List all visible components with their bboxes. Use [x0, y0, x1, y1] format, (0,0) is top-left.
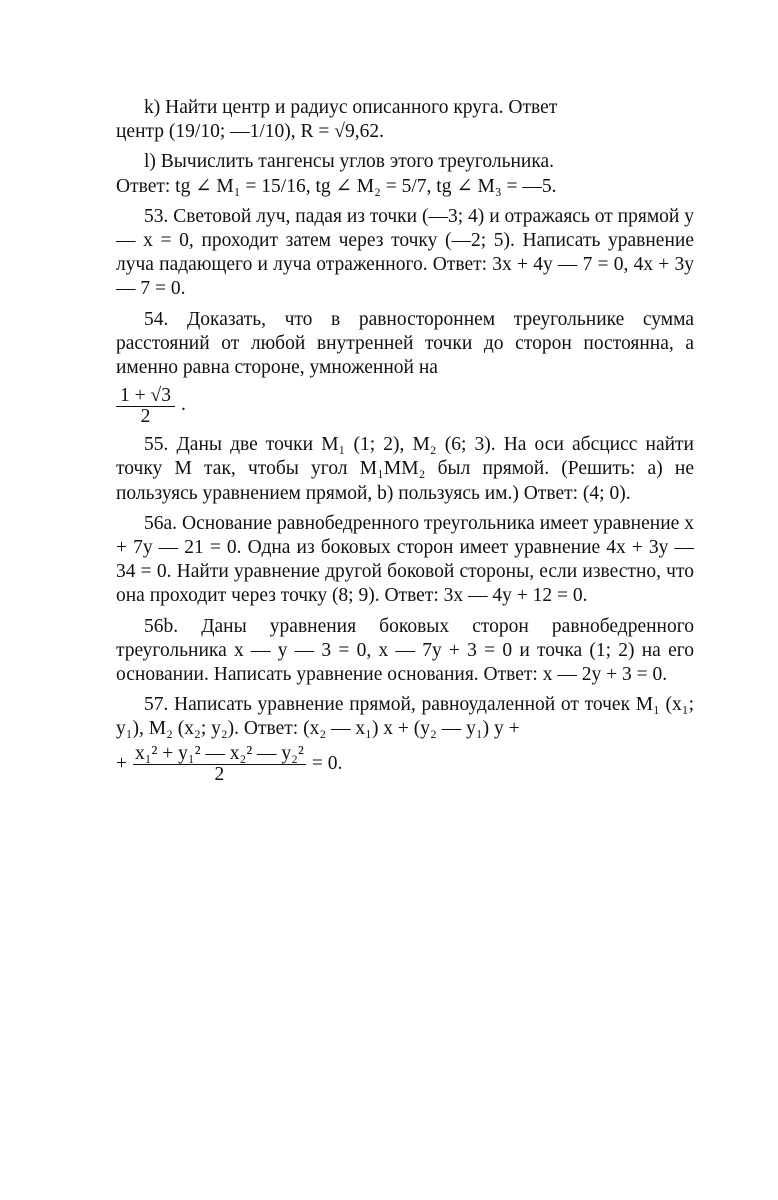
problem-57: 57. Написать уравнение прямой, равноудаленной от точек M₁ (x₁; y₁), M₂ (x₂; y₂). Ответ: (x₂ — x₁) x + (y₂ — y₁) y +	[116, 694, 694, 740]
item-k-line1: k) Найти центр и радиус описанного круга. Ответ	[144, 97, 558, 118]
item-l-line2: Ответ: tg ∠ M₁ = 15/16, tg ∠ M₂ = 5/7, tg ∠ M₃ = —5.	[116, 175, 557, 197]
text-body	[116, 96, 694, 785]
fraction-equals-zero: = 0.	[311, 753, 343, 775]
problem-53: 53. Световой луч, падая из точки (—3; 4) и отражаясь от прямой y — x = 0, проходит затем через точку (—2; 5). Написать уравнение луча падающего и луча отраженного. Ответ: 3x + 4y — 7 = 0, 4x + 3y — 7 = 0.	[116, 205, 694, 300]
fraction-denominator: 2	[140, 406, 151, 428]
problem-57-fraction-row	[116, 744, 694, 785]
problem-55: 55. Даны две точки M₁ (1; 2), M₂ (6; 3). На оси абсцисс найти точку M так, чтобы угол M₁MM₂ был прямой. (Решить: a) не пользуясь уравнением прямой, b) пользуясь им.) Ответ: (4; 0).	[116, 434, 694, 504]
problem-54: 54. Доказать, что в равностороннем треугольнике сумма расстояний от любой внутренней точки до сторон постоянна, а именно равна стороне, умноженной на	[116, 308, 694, 379]
fraction-numerator: 1 + √3	[116, 386, 175, 407]
problem-54-fraction-row	[116, 382, 694, 427]
fraction-period: .	[180, 393, 186, 415]
item-l-line1: l) Вычислить тангенсы углов этого треугольника.	[144, 151, 555, 173]
problem-56a: 56a. Основание равнобедренного треугольника имеет уравнение x + 7y — 21 = 0. Одна из боковых сторон имеет уравнение 4x + 3y — 34 = 0. Найти уравнение другой боковой стороны, если известно, что она проходит через точку (8; 9). Ответ: 3x — 4y + 12 = 0.	[116, 512, 694, 607]
problem-56b: 56b. Даны уравнения боковых сторон равнобедренного треугольника x — y — 3 = 0, x — 7y + 3 = 0 и точка (1; 2) на его основании. Написать уравнение основания. Ответ: x — 2y + 3 = 0.	[116, 615, 694, 686]
fraction-numerator: x₁² + y₁² — x₂² — y₂²	[135, 742, 304, 764]
problem-54-fraction	[116, 386, 175, 427]
item-k-line2: центр (19/10; —1/10), R = √9,62.	[116, 121, 384, 143]
problem-57-fraction	[133, 744, 306, 785]
fraction-plus: +	[116, 753, 127, 775]
fraction-denominator: 2	[214, 763, 225, 785]
